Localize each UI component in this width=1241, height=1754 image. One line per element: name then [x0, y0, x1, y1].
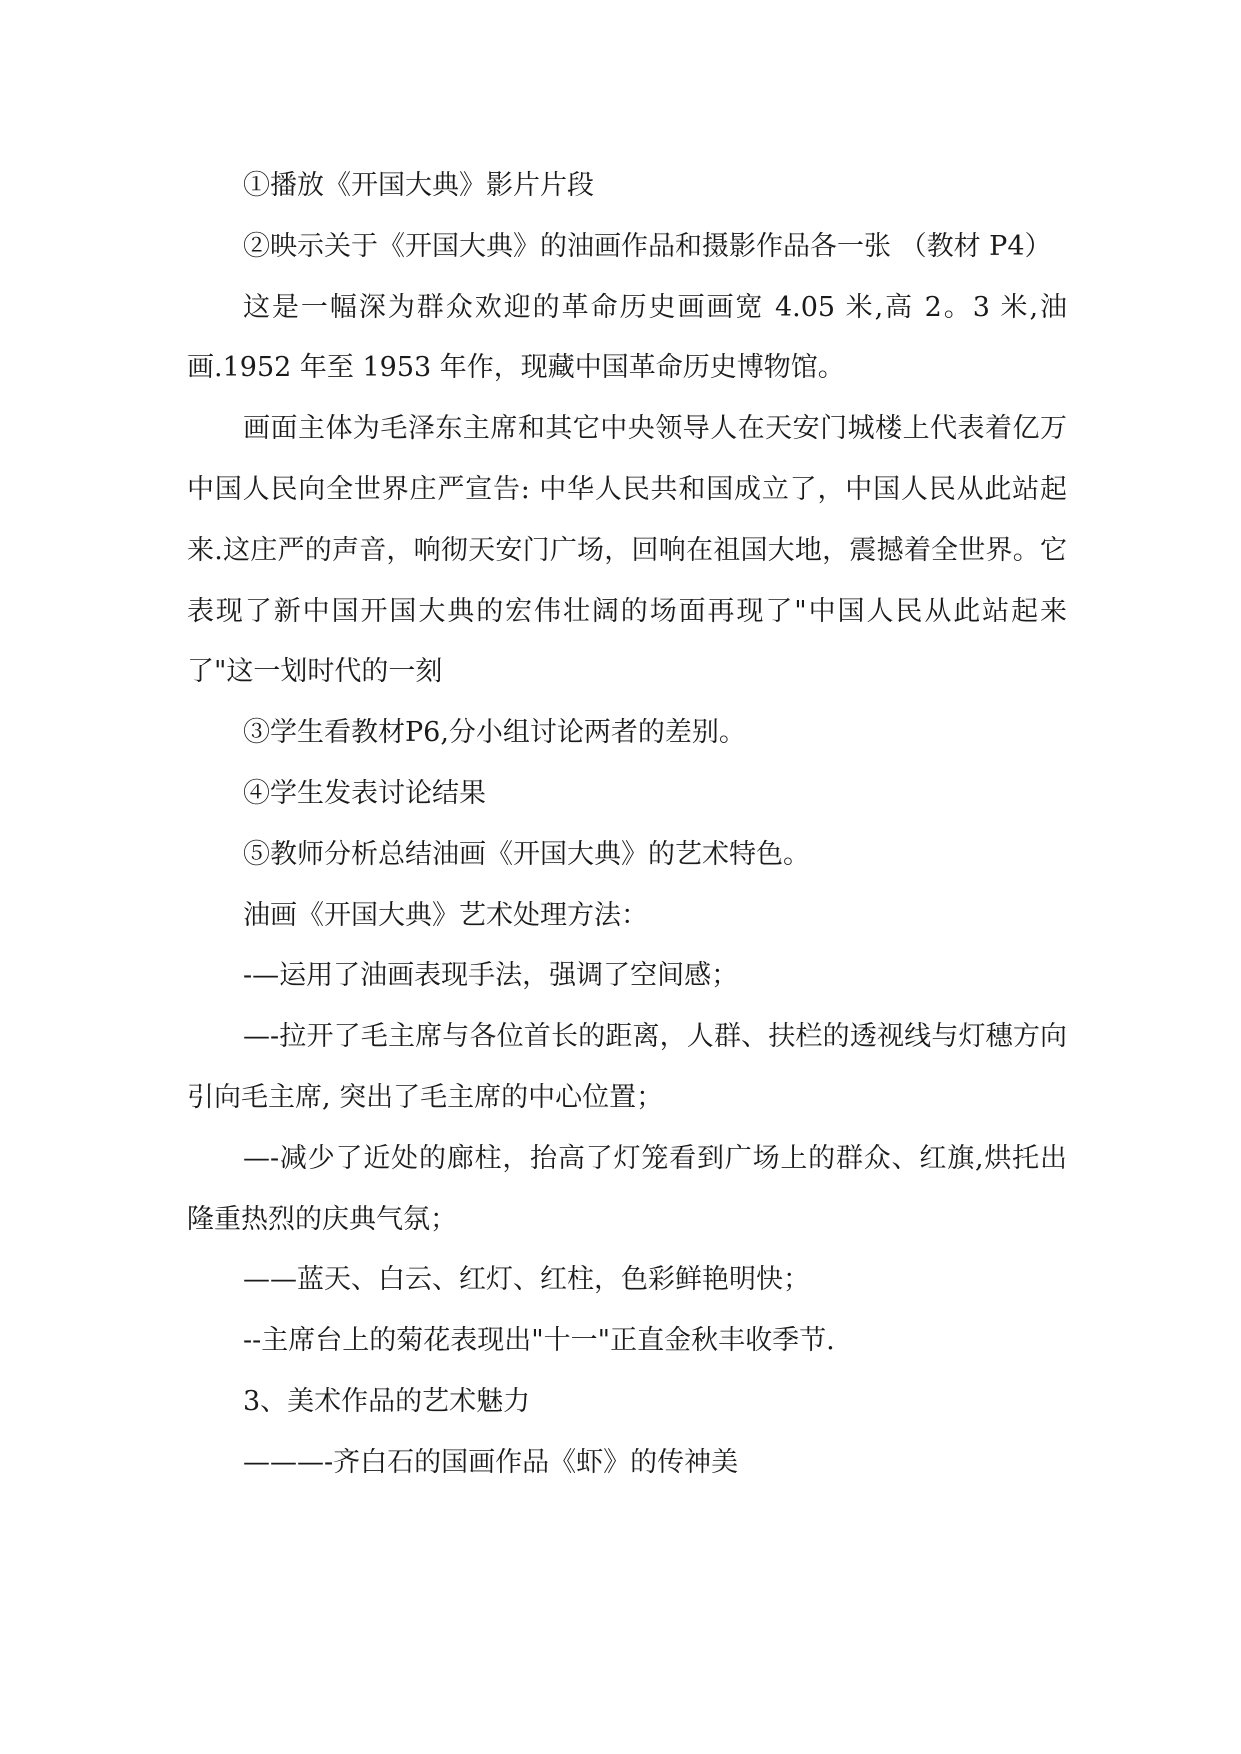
document-body — [187, 156, 1067, 1494]
paragraph-12: ——蓝天、白云、红灯、红柱，色彩鲜艳明快； — [243, 1264, 810, 1296]
paragraph-6: ④学生发表讨论结果 — [243, 777, 486, 809]
paragraph-13: --主席台上的菊花表现出"十一"正直金秋丰收季节. — [243, 1325, 835, 1357]
paragraph-10: —-拉开了毛主席与各位首长的距离，人群、扶栏的透视线与灯穗方向引向毛主席, 突出了毛主席的中心位置； — [187, 1021, 1067, 1113]
paragraph-4: 画面主体为毛泽东主席和其它中央领导人在天安门城楼上代表着亿万中国人民向全世界庄严宣告: 中华人民共和国成立了，中国人民从此站起来.这庄严的声音，响彻天安门广场，回响在祖国大地，震撼着全世界。它表现了新中国开国大典的宏伟壮阔的场面再现了"中国人民从此站起来了"这一划时代的一刻 — [187, 413, 1067, 688]
paragraph-11: —-减少了近处的廊柱，抬高了灯笼看到广场上的群众、红旗,烘托出隆重热烈的庆典气氛； — [187, 1142, 1067, 1235]
paragraph-8: 油画《开国大典》艺术处理方法： — [243, 899, 648, 931]
paragraph-7: ⑤教师分析总结油画《开国大典》的艺术特色。 — [243, 838, 810, 870]
paragraph-14: 3、美术作品的艺术魅力 — [243, 1385, 531, 1417]
paragraph-1: ①播放《开国大典》影片片段 — [243, 170, 594, 201]
paragraph-9: -—运用了油画表现手法，强调了空间感； — [243, 960, 739, 992]
paragraph-3: 这是一幅深为群众欢迎的革命历史画画宽 4.05 米,高 2。3 米,油画.1952 年至 1953 年作，现藏中国革命历史博物馆。 — [187, 291, 1067, 384]
paragraph-2: ②映示关于《开国大典》的油画作品和摄影作品各一张 （教材 P4） — [243, 230, 1052, 262]
paragraph-5: ③学生看教材P6,分小组讨论两者的差别。 — [243, 717, 746, 749]
paragraph-15: ———-齐白石的国画作品《虾》的传神美 — [243, 1446, 739, 1478]
